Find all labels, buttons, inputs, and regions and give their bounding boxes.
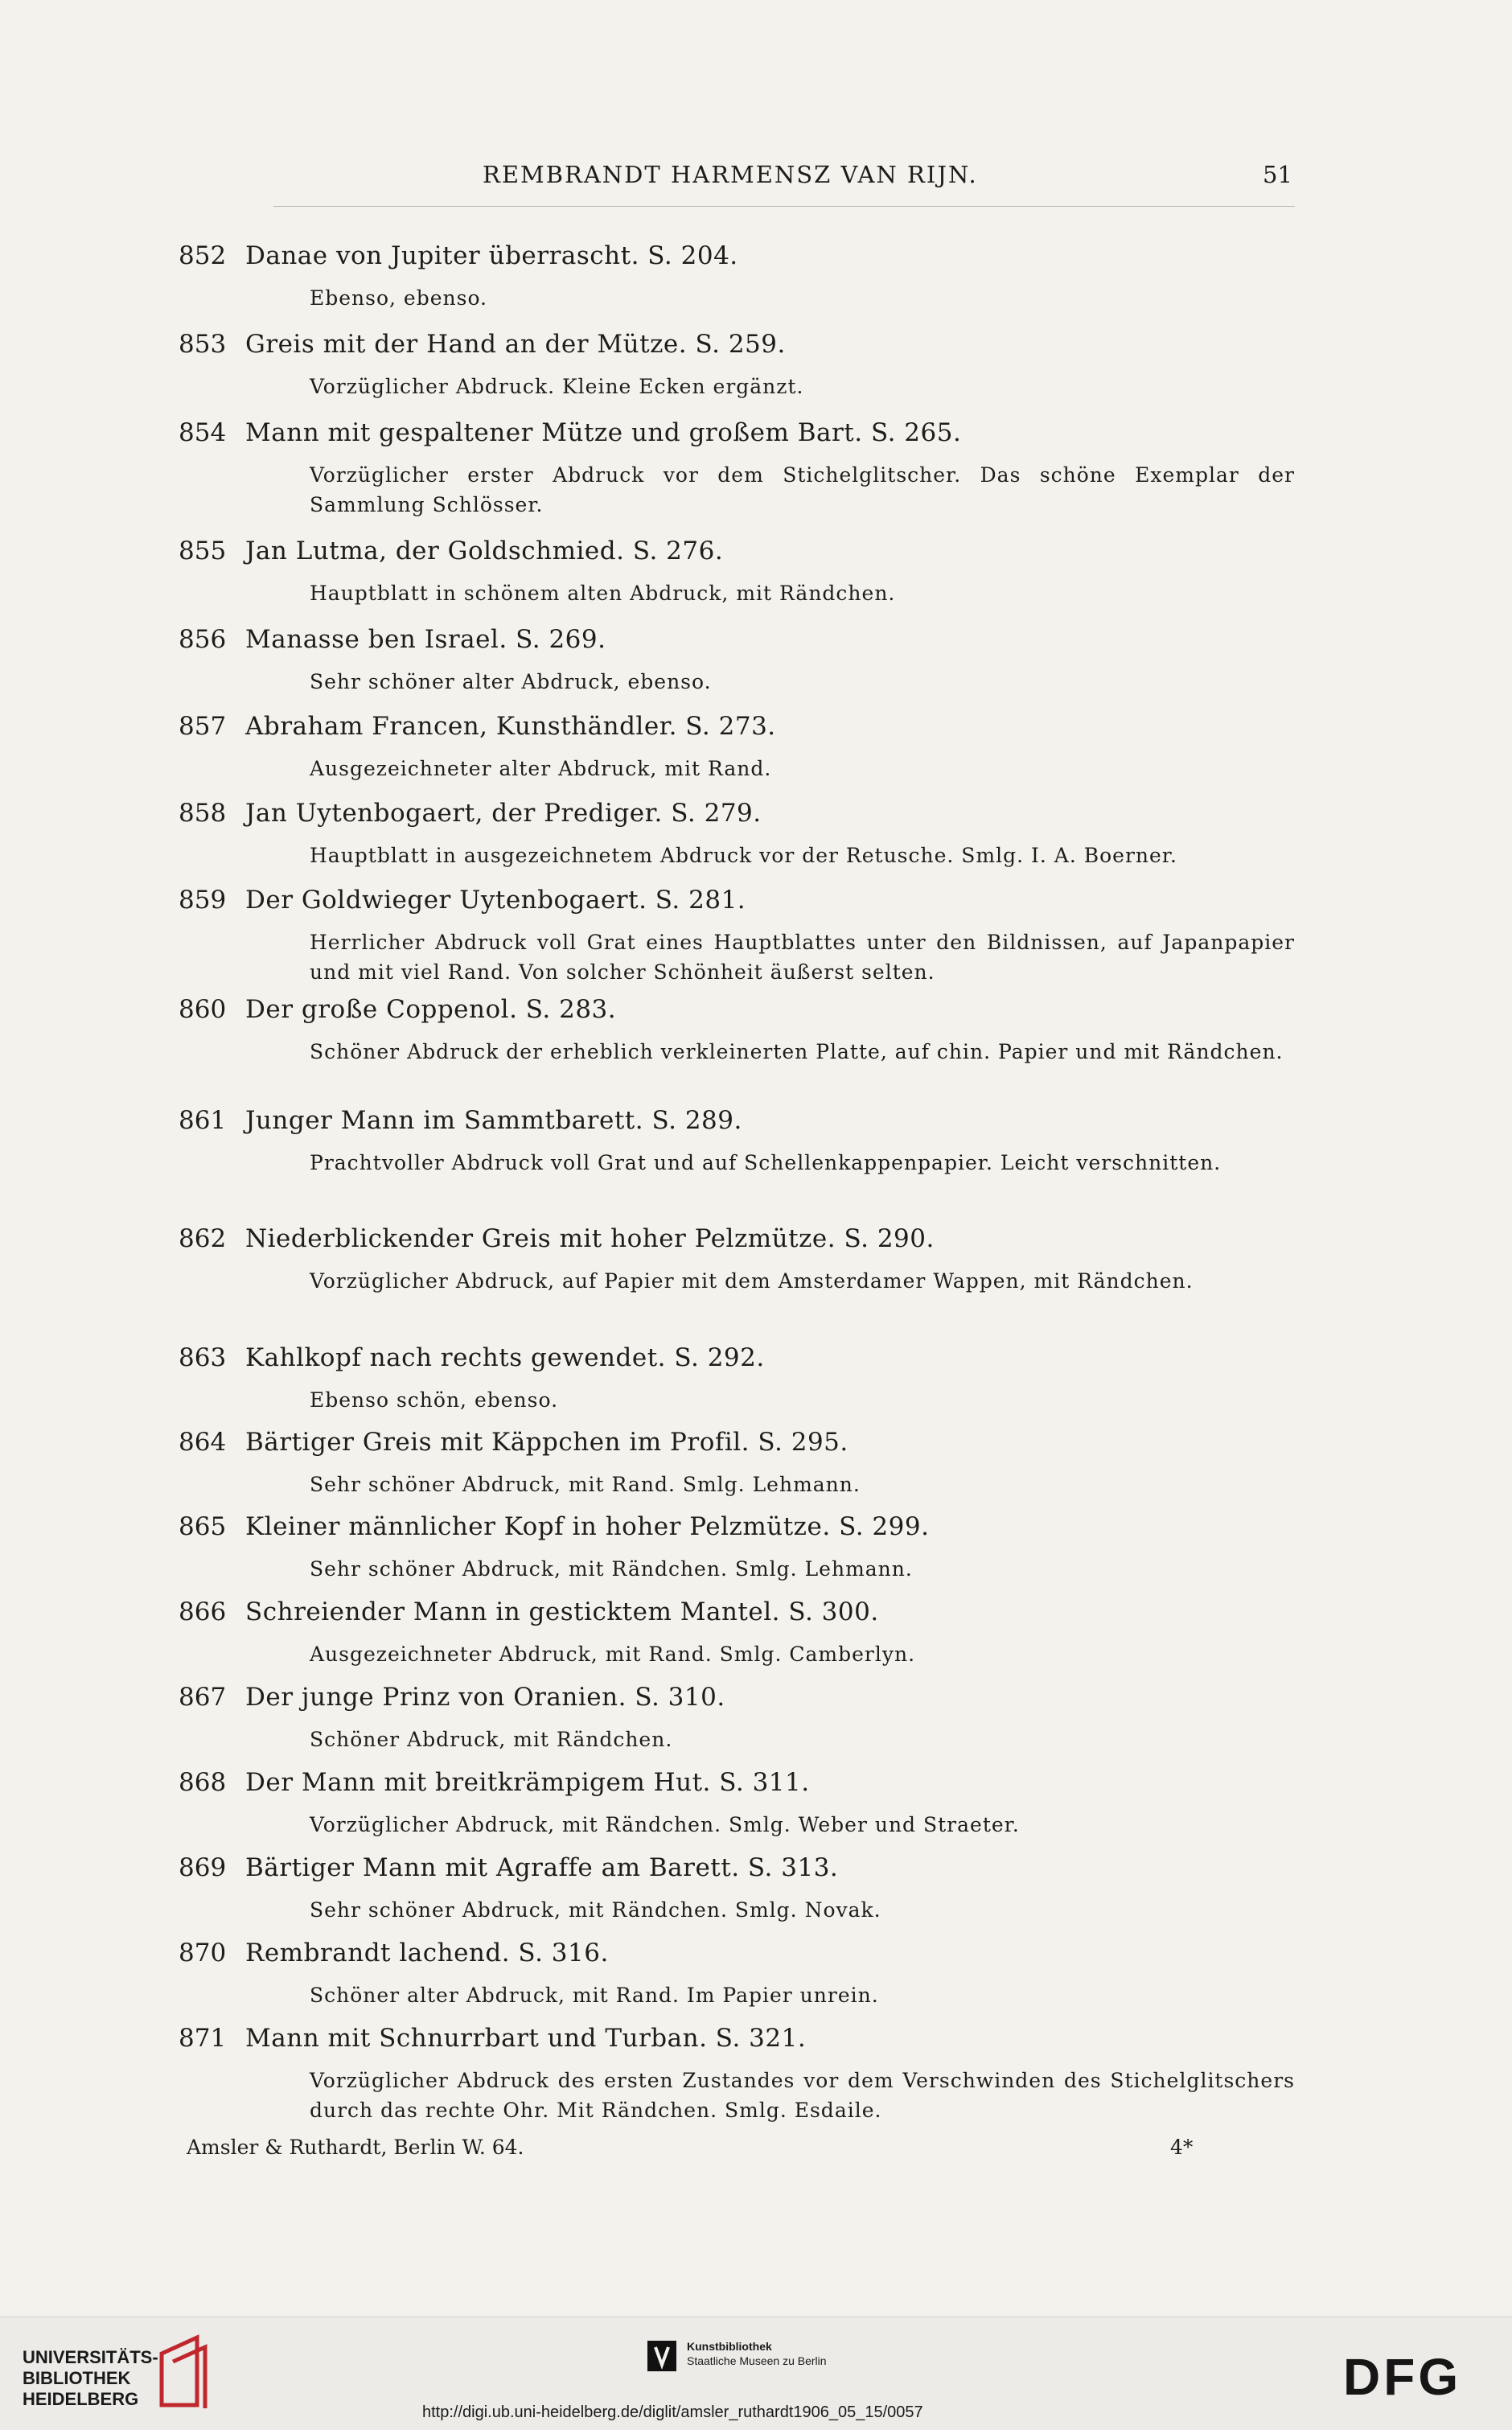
entry-title: Jan Lutma, der Goldschmied. S. 276. — [245, 537, 724, 565]
ub-line: HEIDELBERG — [23, 2389, 139, 2409]
entry-note: Ebenso, ebenso. — [310, 286, 488, 310]
entry-title: Junger Mann im Sammtbarett. S. 289. — [245, 1106, 742, 1135]
ub-line: BIBLIOTHEK — [23, 2368, 131, 2388]
ub-line: UNIVERSITÄTS- — [23, 2347, 158, 2367]
entry-number: 852 — [179, 241, 227, 270]
entry-number: 861 — [179, 1106, 227, 1135]
entry-note: Hauptblatt in ausgezeichnetem Abdruck vor der Retusche. Smlg. I. A. Boerner. — [310, 844, 1177, 867]
entry-note: Sehr schöner Abdruck, mit Rändchen. Smlg. Lehmann. — [310, 1557, 913, 1581]
entry-title: Abraham Francen, Kunsthändler. S. 273. — [245, 712, 776, 741]
entry-number: 859 — [179, 886, 227, 915]
entry-number: 870 — [179, 1939, 227, 1967]
sheet-signature: 4* — [1170, 2136, 1194, 2159]
entry-note: Vorzüglicher Abdruck des ersten Zustandes vor dem Verschwinden des Stichelglitschers durch das rechte Ohr. Mit Rändchen. Smlg. Esdaile. — [310, 2069, 1295, 2122]
entry-note: Vorzüglicher Abdruck, auf Papier mit dem Amsterdamer Wappen, mit Rändchen. — [310, 1269, 1194, 1293]
entry-number: 868 — [179, 1768, 227, 1797]
entry-note: Schöner Abdruck, mit Rändchen. — [310, 1728, 673, 1751]
entry-note: Vorzüglicher Abdruck, mit Rändchen. Smlg. Weber und Straeter. — [310, 1813, 1020, 1836]
page-number: 51 — [1263, 161, 1292, 188]
entry-note: Vorzüglicher Abdruck. Kleine Ecken ergänzt. — [310, 375, 804, 398]
entry-number: 864 — [179, 1428, 227, 1457]
entry-note: Ebenso schön, ebenso. — [310, 1388, 559, 1412]
entry-note: Schöner alter Abdruck, mit Rand. Im Papier unrein. — [310, 1984, 879, 2007]
entry-note: Prachtvoller Abdruck voll Grat und auf Schellenkappenpapier. Leicht verschnitten. — [310, 1151, 1222, 1174]
entry-number: 869 — [179, 1853, 227, 1882]
entry-title: Rembrandt lachend. S. 316. — [245, 1939, 609, 1967]
entry-title: Schreiender Mann in gesticktem Mantel. S. 300. — [245, 1597, 879, 1626]
header-rule — [273, 206, 1295, 207]
entry-title: Mann mit gespaltener Mütze und großem Bart. S. 265. — [245, 418, 962, 447]
entry-title: Jan Uytenbogaert, der Prediger. S. 279. — [245, 799, 762, 828]
entry-number: 858 — [179, 799, 227, 828]
kunstbibliothek-logo-text[interactable] — [687, 2339, 827, 2368]
entry-title: Greis mit der Hand an der Mütze. S. 259. — [245, 330, 786, 359]
entry-note: Schöner Abdruck der erheblich verkleinerten Platte, auf chin. Papier und mit Rändchen. — [310, 1040, 1284, 1063]
entry-number: 855 — [179, 537, 227, 565]
entry-title: Der Goldwieger Uytenbogaert. S. 281. — [245, 886, 746, 915]
kunstbibliothek-logo-icon[interactable] — [647, 2341, 676, 2371]
entry-number: 854 — [179, 418, 227, 447]
entry-number: 865 — [179, 1512, 227, 1541]
entry-note: Sehr schöner alter Abdruck, ebenso. — [310, 670, 712, 693]
entry-number: 862 — [179, 1224, 227, 1253]
entry-title: Danae von Jupiter überrascht. S. 204. — [245, 241, 738, 270]
entry-note: Vorzüglicher erster Abdruck vor dem Stichelglitscher. Das schöne Exemplar der Sammlung Schlösser. — [310, 463, 1295, 516]
ub-heidelberg-logo-text[interactable] — [23, 2347, 158, 2410]
entry-note: Herrlicher Abdruck voll Grat eines Hauptblattes unter den Bildnissen, auf Japanpapier und mit viel Rand. Von solcher Schönheit äußerst selten. — [310, 931, 1295, 984]
entry-number: 866 — [179, 1597, 227, 1626]
entry-title: Der junge Prinz von Oranien. S. 310. — [245, 1683, 725, 1712]
entry-title: Bärtiger Greis mit Käppchen im Profil. S. 295. — [245, 1428, 848, 1457]
entry-number: 857 — [179, 712, 227, 741]
entry-title: Kahlkopf nach rechts gewendet. S. 292. — [245, 1343, 765, 1372]
entry-number: 871 — [179, 2024, 227, 2053]
running-header-title: REMBRANDT HARMENSZ VAN RIJN. — [483, 161, 978, 188]
ub-heidelberg-logo-icon[interactable] — [155, 2331, 212, 2411]
entry-note: Sehr schöner Abdruck, mit Rand. Smlg. Lehmann. — [310, 1473, 861, 1496]
publisher-imprint: Amsler & Ruthardt, Berlin W. 64. — [187, 2136, 524, 2159]
entry-note: Sehr schöner Abdruck, mit Rändchen. Smlg. Novak. — [310, 1898, 881, 1922]
entry-title: Der Mann mit breitkrämpigem Hut. S. 311. — [245, 1768, 810, 1797]
entry-note: Hauptblatt in schönem alten Abdruck, mit Rändchen. — [310, 582, 896, 605]
entry-number: 863 — [179, 1343, 227, 1372]
entry-number: 853 — [179, 330, 227, 359]
entry-title: Der große Coppenol. S. 283. — [245, 995, 617, 1024]
entry-note: Ausgezeichneter alter Abdruck, mit Rand. — [310, 757, 772, 780]
entry-title: Kleiner männlicher Kopf in hoher Pelzmütze. S. 299. — [245, 1512, 930, 1541]
kb-line: Staatliche Museen zu Berlin — [687, 2354, 827, 2367]
entry-number: 860 — [179, 995, 227, 1024]
entry-title: Mann mit Schnurrbart und Turban. S. 321. — [245, 2024, 807, 2053]
entry-note: Ausgezeichneter Abdruck, mit Rand. Smlg. Camberlyn. — [310, 1643, 916, 1666]
permalink-url[interactable]: http://digi.ub.uni-heidelberg.de/diglit/amsler_ruthardt1906_05_15/0057 — [422, 2403, 923, 2421]
kb-line: Kunstbibliothek — [687, 2340, 772, 2353]
entry-title: Manasse ben Israel. S. 269. — [245, 625, 606, 654]
entry-number: 867 — [179, 1683, 227, 1712]
entry-title: Niederblickender Greis mit hoher Pelzmütze. S. 290. — [245, 1224, 935, 1253]
entry-number: 856 — [179, 625, 227, 654]
entry-title: Bärtiger Mann mit Agraffe am Barett. S. 313. — [245, 1853, 839, 1882]
dfg-logo[interactable]: DFG — [1343, 2348, 1462, 2406]
